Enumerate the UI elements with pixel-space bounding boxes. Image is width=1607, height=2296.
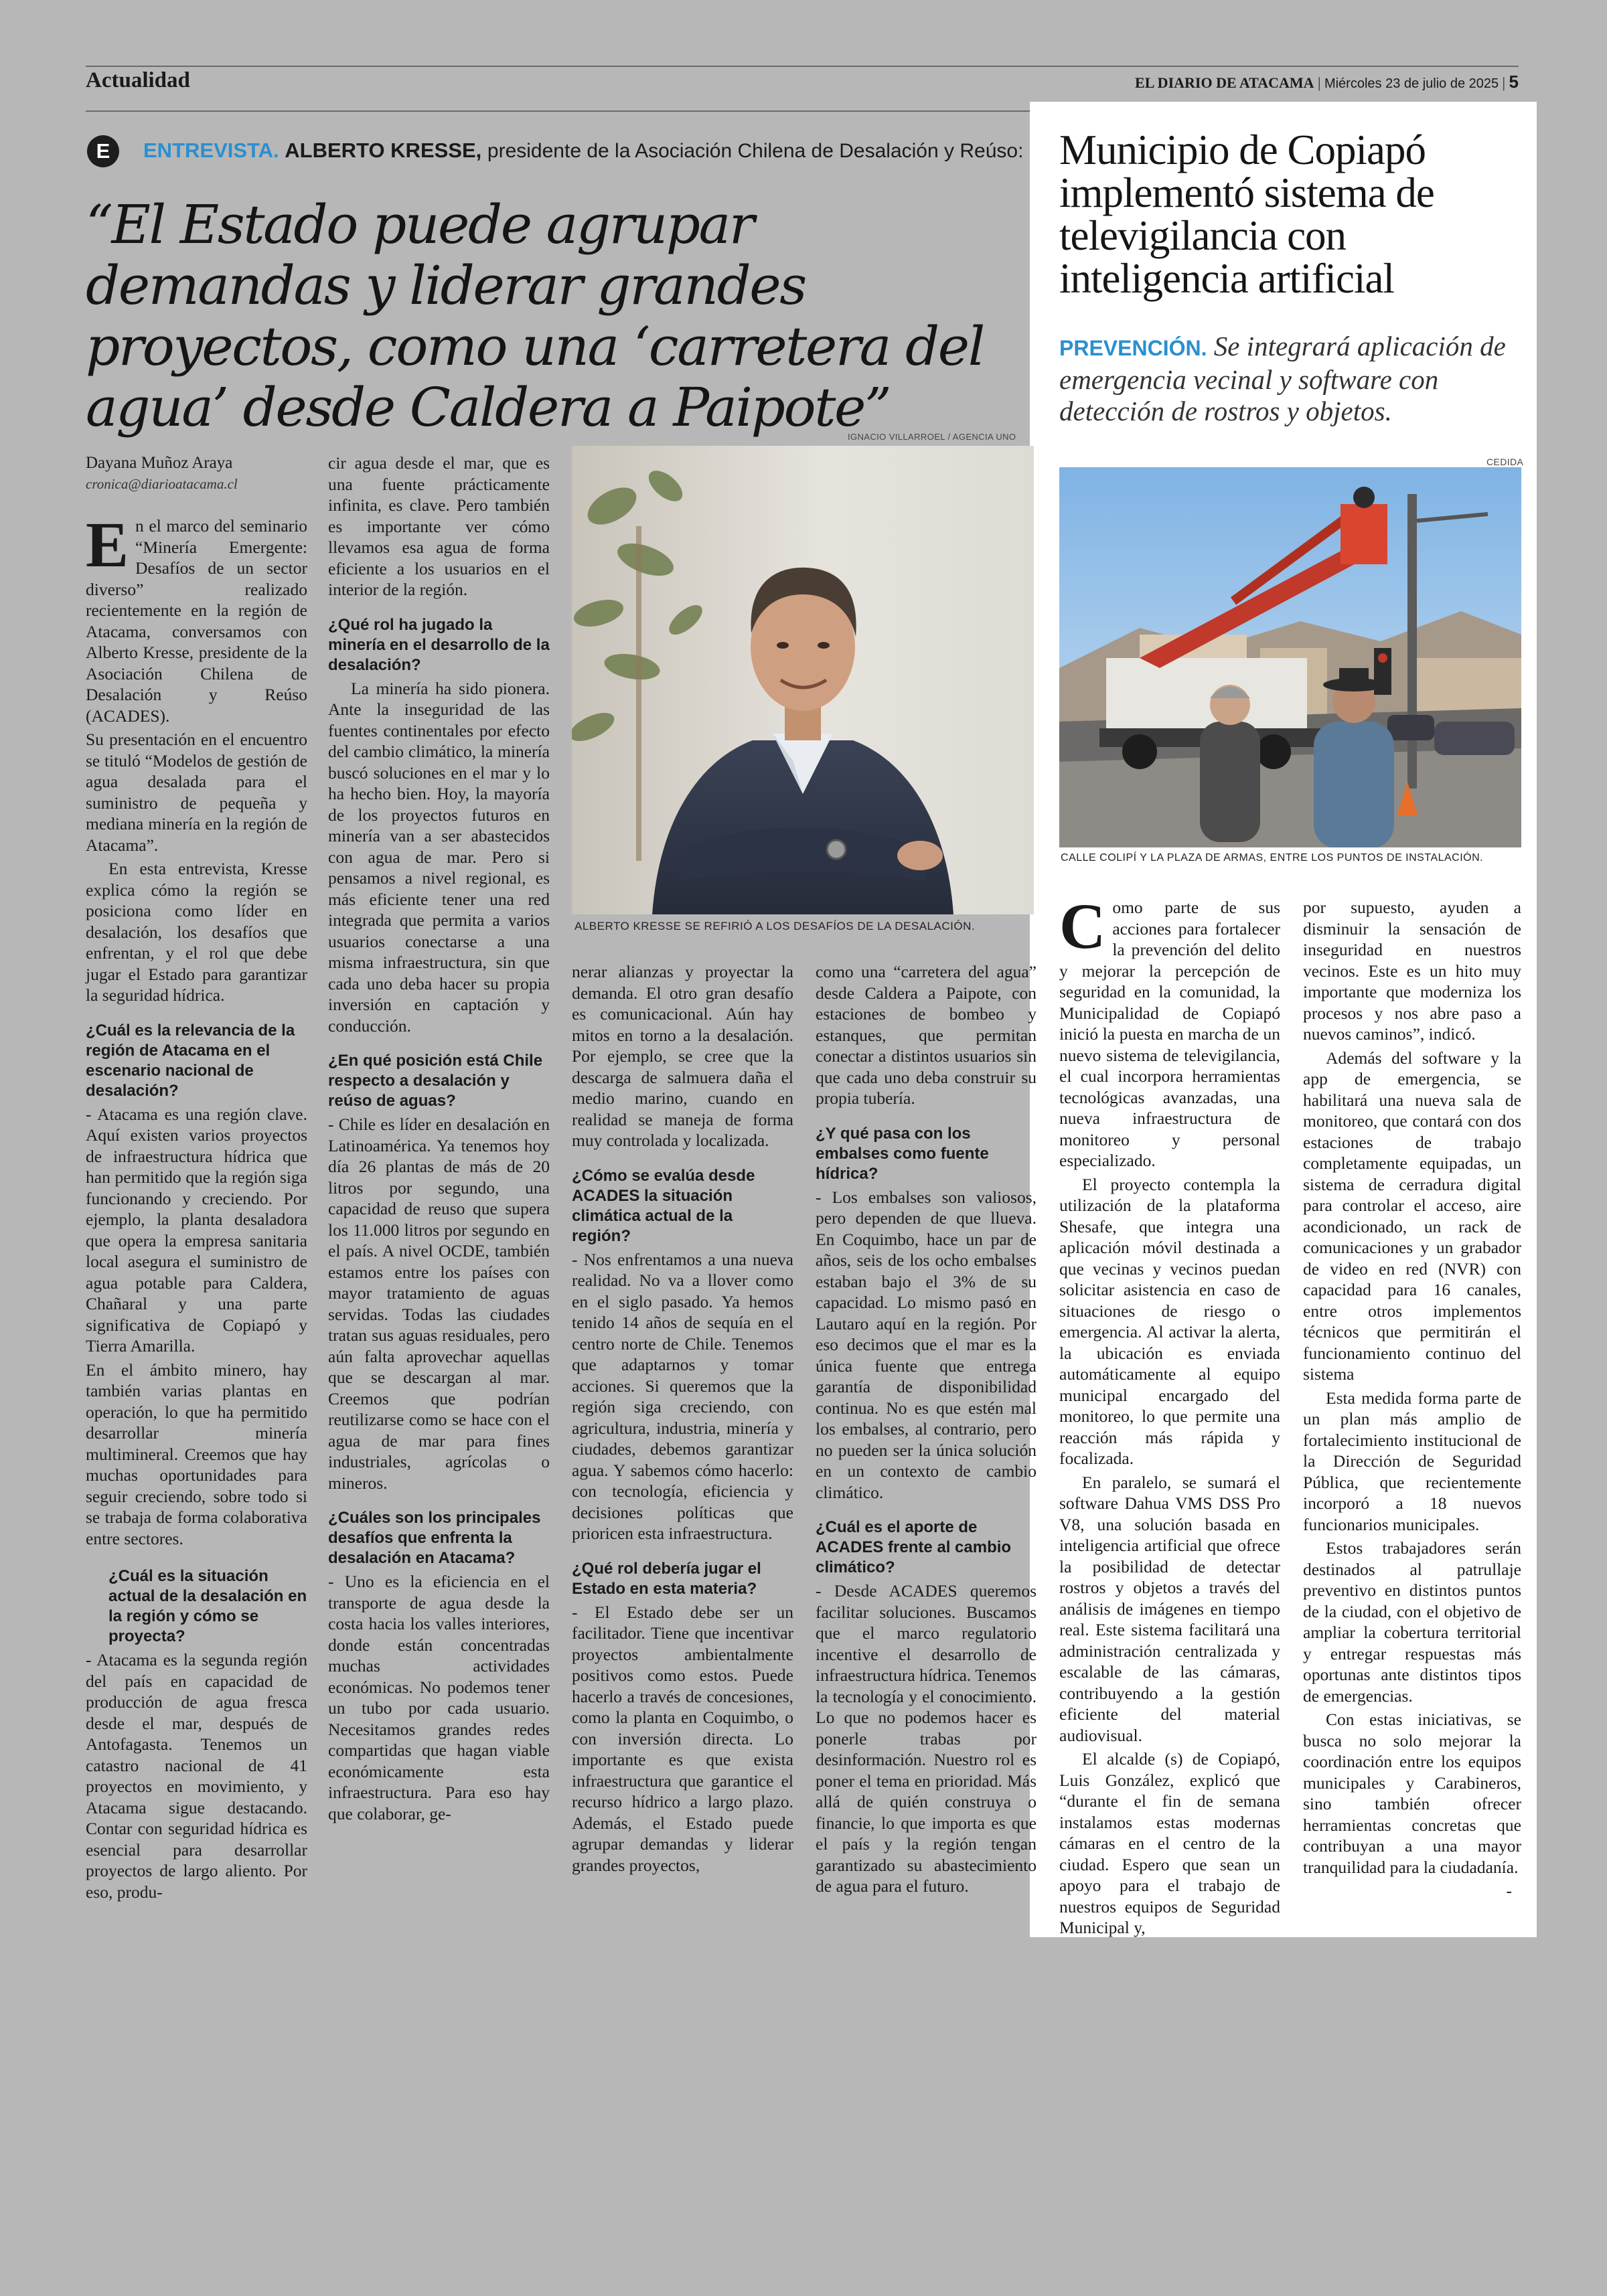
interview-column-1 <box>86 509 307 1905</box>
sidebar-paragraph: Estos trabajadores serán destinados al patrullaje preventivo en distintos puntos de la ciudad, con el objetivo de ampliar la cobertura territorial y entregar respuestas más oportunas ante distintos tipos de emergencias. <box>1303 1538 1521 1706</box>
interview-column-4 <box>816 961 1037 1900</box>
interview-headline: “El Estado puede agrupar demandas y liderar grandes proyectos, como una ‘carretera del agua’ desde Caldera a Paipote” <box>86 193 984 438</box>
author-email: cronica@diarioatacama.cl <box>86 476 238 492</box>
dropcap-c: C <box>1059 890 1106 962</box>
interview-answer: - Atacama es la segunda región del país en capacidad de producción de agua fresca desde el mar, después de Antofagasta. Tenemos un catastro nacional de 41 proyectos en movimiento, y Atacama sigue destacando. Contar con seguridad hídrica es esencial para desarrollar proyectos de largo aliento. Por eso, produ- <box>86 1650 307 1902</box>
interview-question: ¿Cuál es la relevancia de la región de Atacama en el escenario nacional de desalación? <box>86 1021 295 1100</box>
sidebar-paragraph: Además del software y la app de emergencia, se habilitará una nueva sala de monitoreo, que contará con dos estaciones de trabajo completamente equipadas, un sistema de cerradura digital para controlar el acceso, aire acondicionado, un rack de comunicaciones y un grabador de video en red (NVR) con capacidad para 16 canales, entre otros implementos técnicos que permitirán el funcionamiento continuo del sistema <box>1303 1048 1521 1384</box>
interview-paragraph: En esta entrevista, Kresse explica cómo la región se posiciona como líder en desalación, los desafíos que enfrentan, y el rol que debe jugar el Estado para garantizar la seguridad hídrica. <box>86 859 307 1005</box>
page-number: 5 <box>1509 72 1519 92</box>
sidebar-headline: Municipio de Copiapó implementó sistema de televigilancia con inteligencia artificial <box>1059 127 1434 302</box>
alberto-kresse-photo <box>572 446 1034 914</box>
interview-photo-caption: ALBERTO KRESSE SE REFIRIÓ A LOS DESAFÍOS DE LA DESALACIÓN. <box>575 920 976 932</box>
interview-question: ¿Cómo se evalúa desde ACADES la situación climática actual de la región? <box>572 1166 755 1245</box>
interview-role: presidente de la Asociación Chilena de Desalación y Reúso: <box>487 140 1024 162</box>
sidebar-column-2 <box>1303 897 1521 1904</box>
interview-answer: - Uno es la eficiencia en el transporte de agua desde la costa hacia los valles interiores, donde están concentradas muchas actividades económicas. No podemos tener un tubo por cada usuario. Necesitamos grandes redes compartidas que hagan viable económicamente esta infraestructura. Para eso hay que colaborar, ge- <box>328 1572 550 1823</box>
interview-question: ¿Qué rol ha jugado la minería en el desarrollo de la desalación? <box>328 615 550 674</box>
interview-paragraph: cir agua desde el mar, que es una fuente prácticamente infinita, es clave. Pero también es importante ver cómo llevamos esa agua de forma eficiente a los usuarios en el interior de la región. <box>328 453 550 599</box>
masthead-separator: | <box>1502 74 1506 91</box>
masthead-line <box>1135 70 1519 96</box>
interview-question: ¿Y qué pasa con los embalses como fuente hídrica? <box>816 1124 989 1183</box>
interview-question: ¿Cuáles son los principales desafíos que enfrenta la desalación en Atacama? <box>328 1509 541 1567</box>
interview-column-2 <box>328 453 550 1827</box>
sidebar-column-1 <box>1059 890 1280 1941</box>
interview-question: ¿Qué rol debería jugar el Estado en esta materia? <box>572 1559 761 1598</box>
interview-answer: - Nos enfrentamos a una nueva realidad. No va a llover como en el siglo pasado. Ya hemos tenido 14 años de sequía en el centro norte de Chile. Tenemos que adaptarnos y tomar acciones. Si queremos que la región siga creciendo, con agricultura, industria, minería y ciudades, debemos garantizar agua. Y sabemos cómo hacerlo: con tecnología, eficiencia y decisiones políticas que prioricen esta infraestructura. <box>572 1249 793 1543</box>
issue-date: Miércoles 23 de julio de 2025 <box>1324 76 1499 91</box>
interview-question: ¿Cuál es el aporte de ACADES frente al cambio climático? <box>816 1518 1012 1576</box>
interview-column-3 <box>572 961 793 1878</box>
dropcap-e: E <box>86 509 129 580</box>
sidebar-deck <box>1059 331 1521 427</box>
author-name: Dayana Muñoz Araya <box>86 454 233 472</box>
interview-intro: n el marco del seminario “Minería Emergente: Desafíos de un sector diverso” realizado recientemente en la región de Atacama, conversamos con Alberto Kresse, presidente de la Asociación Chilena de Desalación y Reúso (ACADES). <box>86 516 307 726</box>
interview-subject: ALBERTO KRESSE, <box>285 139 482 162</box>
interview-answer: - Atacama es una región clave. Aquí existen varios proyectos de infraestructura hídrica que han permitido que la región siga funcionando y creciendo. Por ejemplo, la planta desaladora que opera la empresa sanitaria local asegura el suministro de agua potable para Caldera, Chañaral y una parte significativa de Copiapó y Tierra Amarilla. <box>86 1104 307 1356</box>
interview-answer: La minería ha sido pionera. Ante la inseguridad de las fuentes continentales por efecto del cambio climático, la minería buscó soluciones en el mar y lo ha hecho bien. Hoy, la mayoría de los proyectos futuros en minería van a ser abastecidos con agua de mar. Pero si pensamos a nivel regional, es más eficiente tener una red integrada que permita a varios usuarios conectarse a una misma infraestructura, sin que cada uno deba hacer su propia inversión en captación y conducción. <box>328 678 550 1036</box>
interview-answer: - Chile es líder en desalación en Latinoamérica. Ya tenemos hoy día 26 plantas de más de 20 litros por segundo, una capacidad de reuso que supera los 11.000 litros por segundo en el país. A nivel OCDE, también estamos entre los países con mayor tratamiento de aguas servidas. Todas las ciudades tratan sus aguas residuales, pero aún falta aprovechar aquellas que se descargan al mar. Creemos que podrían reutilizarse como se hace con el agua de mar para fines industriales, agrícolas o mineros. <box>328 1115 550 1493</box>
sidebar-paragraph: En paralelo, se sumará el software Dahua VMS DSS Pro V8, una solución basada en inteligencia artificial que ofrece la posibilidad de detectar rostros y objetos a través del análisis de imágenes en tiempo real. Este sistema facilitará una administración centralizada y escalable de las cámaras, contribuyendo a la gestión eficiente del material audiovisual. <box>1059 1472 1280 1745</box>
kresse-illustration <box>572 446 1034 914</box>
sidebar-photo-caption: CALLE COLIPÍ Y LA PLAZA DE ARMAS, ENTRE LOS PUNTOS DE INSTALACIÓN. <box>1061 852 1484 864</box>
interview-answer: - Los embalses son valiosos, pero dependen de que llueva. En Coquimbo, hace un par de años, seis de los ocho embalses estaban bajo el 3% de su capacidad. Lo mismo pasó en Lautaro aquí en la región. Por eso decimos que el mar es la única fuente que entrega garantía de disponibilidad continua. No es que estén mal los embalses, al contrario, pero no pueden ser la única solución en un contexto de cambio climático. <box>816 1187 1037 1502</box>
sidebar-photo-credit: CEDIDA <box>1486 457 1524 467</box>
sidebar-kicker: PREVENCIÓN. <box>1059 336 1207 360</box>
badge-letter: E <box>96 139 110 163</box>
interview-paragraph: nerar alianzas y proyectar la demanda. El otro gran desafío es comunicacional. Aún hay mitos en torno a la desalación. Por ejemplo, se cree que la descarga de salmuera daña el medio marino, cuando en realidad se maneja de forma muy controlada y localizada. <box>572 962 793 1150</box>
interview-question: ¿En qué posición está Chile respecto a desalación y reúso de aguas? <box>328 1052 543 1110</box>
article-end-mark: - <box>1506 1881 1512 1900</box>
interview-photo-credit: IGNACIO VILLARROEL / AGENCIA UNO <box>848 432 1016 442</box>
masthead-separator: | <box>1318 74 1321 91</box>
newspaper-name: EL DIARIO DE ATACAMA <box>1135 74 1314 91</box>
street-illustration <box>1059 467 1521 847</box>
interview-paragraph: como una “carretera del agua” desde Caldera a Paipote, con estaciones de bombeo y estanques, que permitan conectar a distintos usuarios sin que cada uno deba construir su propia tubería. <box>816 962 1037 1108</box>
sidebar-paragraph: El proyecto contempla la utilización de la plataforma Shesafe, que integra una aplicación móvil destinada a que vecinas y vecinos puedan solicitar asistencia en caso de situaciones de riesgo o emergencia. Al activar la alerta, la ubicación es enviada automáticamente al equipo municipal encargado del monitoreo, lo que permite una reacción más rápida y focalizada. <box>1059 1174 1280 1468</box>
interview-kicker: ENTREVISTA. <box>143 139 279 162</box>
interview-answer: - Desde ACADES queremos facilitar soluciones. Buscamos que el marco regulatorio incentive el desarrollo de infraestructura hídrica. Tenemos la tecnología y el conocimiento. Lo que no podemos hacer es ponerle trabas por desinformación. Nuestro rol es poner el tema en prioridad. Más allá de quién construya o financie, lo que importa es que el país y la región tengan garantizado su abastecimiento de agua para el futuro. <box>816 1581 1037 1896</box>
section-label: Actualidad <box>86 68 190 92</box>
sidebar-paragraph: por supuesto, ayuden a disminuir la sensación de inseguridad en nuestros vecinos. Este es un hito muy importante que moderniza los procesos y nos abre paso a nuevos caminos”, indicó. <box>1303 898 1521 1044</box>
interview-paragraph: Su presentación en el encuentro se tituló “Modelos de gestión de agua desalada para el suministro de pequeña y mediana minería en la región de Atacama”. <box>86 730 307 855</box>
interview-answer: En el ámbito minero, hay también varias plantas en operación, lo que ha permitido desarrollar minería multimineral. Creemos que hay muchas oportunidades para seguir creciendo, sobre todo si se trabaja de forma colaborativa entre sectores. <box>86 1360 307 1548</box>
interview-answer: - El Estado debe ser un facilitador. Tiene que incentivar proyectos ambientalmente positivos como estos. Puede hacerlo a través de concesiones, como la planta en Coquimbo, o con inversión directa. Lo importante es que exista infraestructura que garantice el recurso hídrico a largo plazo. Además, el Estado puede agrupar demandas y liderar grandes proyectos, <box>572 1602 793 1875</box>
sidebar-lead: omo parte de sus acciones para fortalecer la prevención del delito y mejorar la percepción de seguridad en la comunidad, la Municipalidad de Copiapó inició la puesta en marcha de un nuevo sistema de televigilancia, el cual incorpora herramientas tecnológicas avanzadas, una nueva infraestructura de monitoreo y personal especializado. <box>1059 898 1280 1170</box>
interview-kicker-line <box>143 135 1023 167</box>
sidebar-paragraph: Con estas iniciativas, se busca no solo mejorar la coordinación entre los equipos municipales y Carabineros, sino también ofrecer herramientas concretas que contribuyan a una mayor tranquilidad para la ciudadanía. <box>1303 1710 1521 1877</box>
sidebar-paragraph: Esta medida forma parte de un plan más amplio de fortalecimiento institucional de la Dirección de Seguridad Pública, que recientemente incorporó a 18 nuevos funcionarios municipales. <box>1303 1388 1521 1534</box>
sidebar-deck-text: Se integrará aplicación de emergencia vecinal y software con detección de rostros y objetos. <box>1059 331 1506 426</box>
sidebar-paragraph: El alcalde (s) de Copiapó, Luis González, explicó que “durante el fin de semana instalamos estas modernas cámaras en el centro de la ciudad. Espero que sean un apoyo para el trabajo de nuestros equipos de Seguridad Municipal y, <box>1059 1749 1280 1937</box>
interview-question: ¿Cuál es la situación actual de la desalación en la región y cómo se proyecta? <box>108 1567 307 1645</box>
interview-badge <box>87 135 119 167</box>
street-cameras-photo <box>1059 467 1521 847</box>
